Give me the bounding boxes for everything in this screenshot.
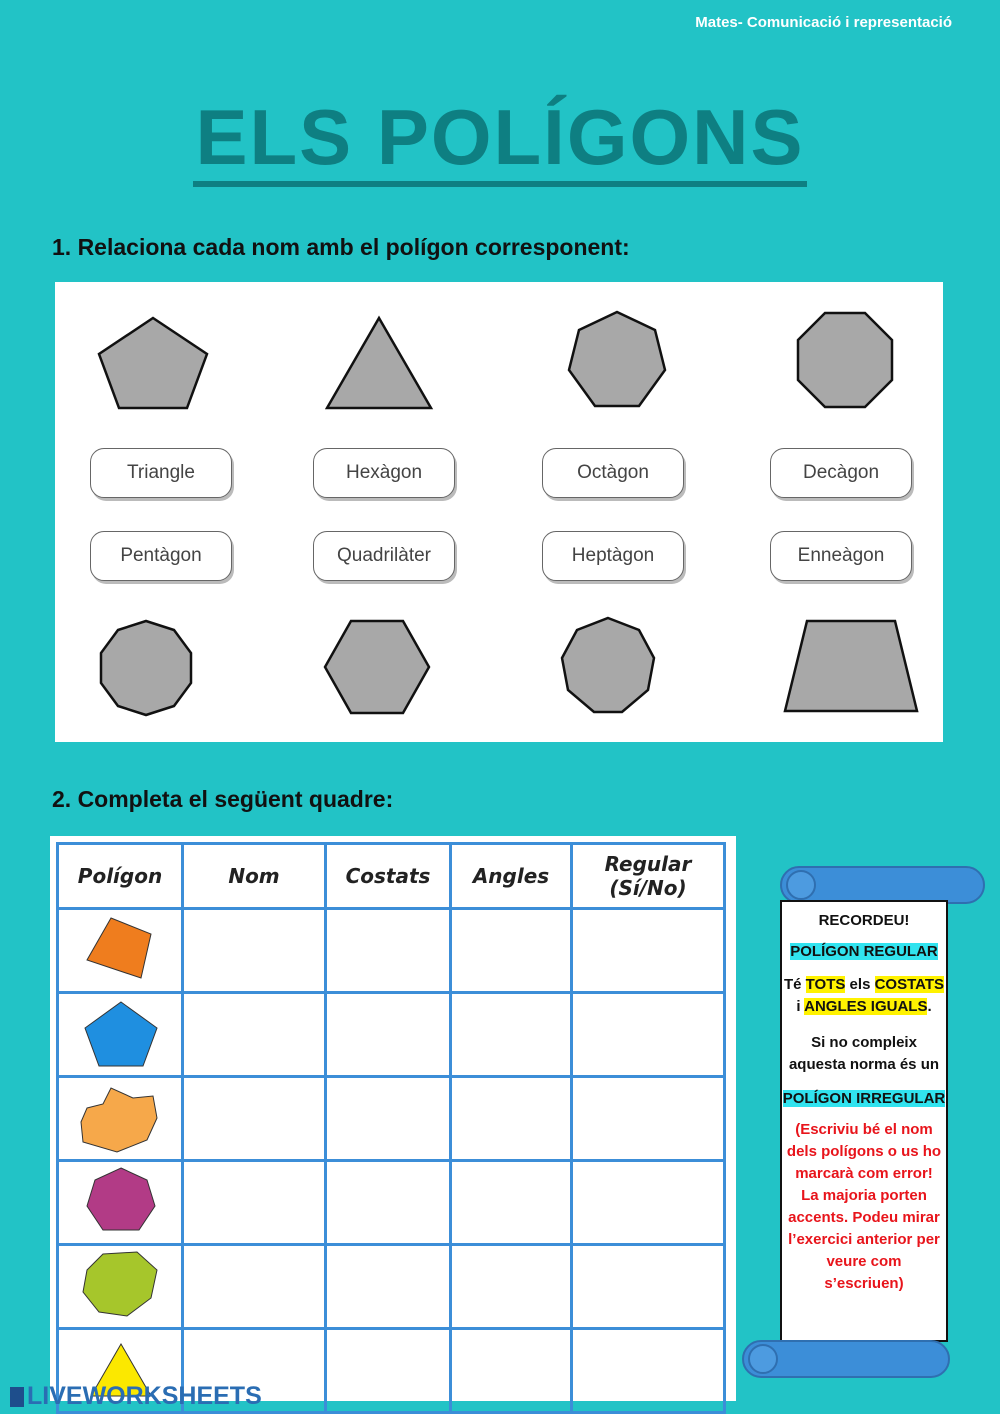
sides-input[interactable]	[326, 993, 451, 1077]
heptagon-shape	[567, 310, 669, 410]
live-badge-icon	[10, 1387, 24, 1407]
purple-heptagon-icon	[59, 1162, 181, 1238]
liveworksheets-logo[interactable]	[10, 1382, 262, 1411]
col-regular	[572, 844, 725, 909]
irregular-label: POLÍGON IRREGULAR	[782, 1090, 946, 1107]
polygon-cell	[58, 993, 183, 1077]
col-regular-line1: Regular	[604, 852, 692, 876]
chip-decagon[interactable]: Decàgon	[770, 448, 912, 498]
polygon-table	[56, 842, 726, 1414]
exercise1-heading: 1. Relaciona cada nom amb el polígon corresponent:	[52, 234, 630, 260]
polygon-cell	[58, 1161, 183, 1245]
enneagon-shape	[557, 616, 659, 716]
chip-triangle[interactable]: Triangle	[90, 448, 232, 498]
table-header-row	[58, 844, 725, 909]
scroll-curl-icon	[748, 1344, 778, 1374]
chip-quadrilateral[interactable]: Quadrilàter	[313, 531, 455, 581]
pentagon-shape	[95, 314, 211, 412]
name-input[interactable]	[183, 1245, 326, 1329]
subject-label: Mates- Comunicació i representació	[695, 14, 952, 31]
orange-quadrilateral-icon	[59, 910, 181, 986]
scroll-bottom-roll	[742, 1340, 950, 1378]
sides-input[interactable]	[326, 1329, 451, 1413]
sides-input[interactable]	[326, 1077, 451, 1161]
name-input[interactable]	[183, 1077, 326, 1161]
regular-input[interactable]	[572, 1077, 725, 1161]
triangle-shape	[325, 314, 435, 412]
col-polygon: Polígon	[58, 844, 183, 909]
regular-input[interactable]	[572, 1161, 725, 1245]
name-input[interactable]	[183, 993, 326, 1077]
reminder-title: RECORDEU!	[818, 912, 910, 929]
col-name: Nom	[183, 844, 326, 909]
angles-input[interactable]	[451, 993, 572, 1077]
exercise2-heading: 2. Completa el següent quadre:	[52, 786, 394, 812]
polygon-cell	[58, 1077, 183, 1161]
sides-input[interactable]	[326, 1161, 451, 1245]
page-title-text: ELS POLÍGONS	[193, 93, 806, 187]
chip-hexagon[interactable]: Hexàgon	[313, 448, 455, 498]
chip-enneagon[interactable]: Enneàgon	[770, 531, 912, 581]
table-row	[58, 993, 725, 1077]
hexagon-shape	[321, 618, 433, 716]
rule-els: els	[845, 976, 875, 993]
col-angles: Angles	[451, 844, 572, 909]
regular-input[interactable]	[572, 909, 725, 993]
scroll-curl-icon	[786, 870, 816, 900]
octagon-shape	[795, 310, 895, 410]
blue-pentagon-icon	[59, 994, 181, 1070]
else-line1: Si no compleix	[811, 1034, 917, 1051]
page-title	[0, 92, 1000, 183]
chip-pentagon[interactable]: Pentàgon	[90, 531, 232, 581]
green-irregular-polygon-icon	[59, 1246, 181, 1322]
rule-costats: COSTATS	[874, 976, 945, 993]
sides-input[interactable]	[326, 909, 451, 993]
polygon-cell	[58, 1245, 183, 1329]
rule-angles: ANGLES IGUALS	[804, 998, 928, 1015]
sides-input[interactable]	[326, 1245, 451, 1329]
polygon-cell	[58, 909, 183, 993]
name-input[interactable]	[183, 909, 326, 993]
regular-input[interactable]	[572, 1245, 725, 1329]
decagon-shape	[95, 618, 197, 718]
scroll-top-roll	[780, 866, 985, 904]
rule-dot: .	[927, 998, 932, 1015]
regular-input[interactable]	[572, 993, 725, 1077]
col-sides: Costats	[326, 844, 451, 909]
rule-te: Té	[783, 976, 806, 993]
regular-label: POLÍGON REGULAR	[790, 943, 938, 960]
rule-i: i	[796, 998, 805, 1015]
logo-text: LIVEWORKSHEETS	[27, 1382, 262, 1410]
table-row	[58, 1161, 725, 1245]
warning-text: (Escriviu bé el nom dels polígons o us ho marcarà com error! La majoria porten accents. Podeu mirar l’exercici anterior per veure com s’escriuen)	[786, 1121, 942, 1292]
table-row	[58, 1245, 725, 1329]
else-line2: aquesta norma és un	[788, 1056, 940, 1073]
name-input[interactable]	[183, 1161, 326, 1245]
angles-input[interactable]	[451, 1161, 572, 1245]
table-row	[58, 909, 725, 993]
angles-input[interactable]	[451, 1329, 572, 1413]
irregular-orange-polygon-icon	[59, 1078, 181, 1154]
angles-input[interactable]	[451, 1077, 572, 1161]
exercise2-panel	[50, 836, 736, 1401]
rule-tots: TOTS	[805, 976, 846, 993]
regular-input[interactable]	[572, 1329, 725, 1413]
chip-heptagon[interactable]: Heptàgon	[542, 531, 684, 581]
reminder-note	[780, 900, 948, 1342]
angles-input[interactable]	[451, 909, 572, 993]
chip-octagon[interactable]: Octàgon	[542, 448, 684, 498]
col-regular-line2: (Sí/No)	[609, 876, 687, 900]
angles-input[interactable]	[451, 1245, 572, 1329]
table-row	[58, 1077, 725, 1161]
trapezoid-shape	[781, 618, 921, 714]
exercise1-panel	[55, 282, 943, 742]
